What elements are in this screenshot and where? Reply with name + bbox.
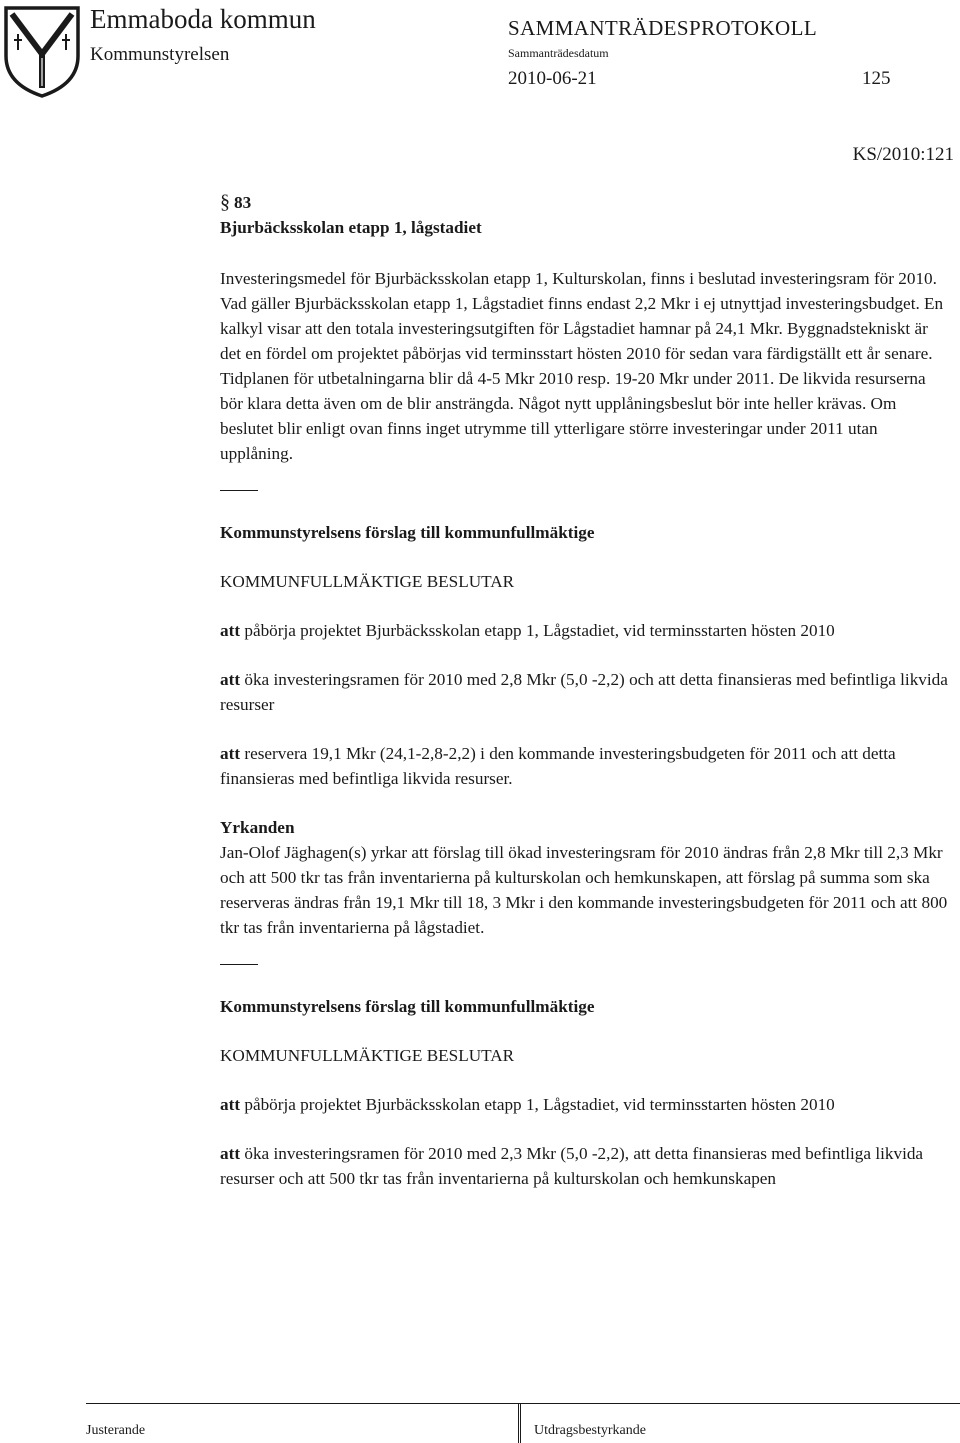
decision-item xyxy=(220,1141,950,1191)
organization-unit: Kommunstyrelsen xyxy=(90,44,230,65)
signature-area xyxy=(86,1403,960,1443)
decision-item-text: reservera 19,1 Mkr (24,1-2,8-2,2) i den kommande investeringsbudgeten för 2011 och att detta finansieras med befintliga likvida resurser. xyxy=(220,744,896,788)
proposal-heading: Kommunstyrelsens förslag till kommunfullmäktige xyxy=(220,997,595,1016)
separator-line xyxy=(220,964,258,965)
decision-item-text: öka investeringsramen för 2010 med 2,8 Mkr (5,0 -2,2) och att detta finansieras med befintliga likvida resurser xyxy=(220,670,948,714)
signature-divider xyxy=(520,1403,521,1443)
decision-item xyxy=(220,667,950,717)
section-sign: § xyxy=(220,191,230,213)
att-keyword: att xyxy=(220,1095,241,1114)
decision-item-text: öka investeringsramen för 2010 med 2,3 Mkr (5,0 -2,2), att detta finansieras med befintliga likvida resurser och att 500 tkr tas från inventarierna på kulturskolan och hemkunskapen xyxy=(220,1144,924,1188)
meeting-date: 2010-06-21 xyxy=(508,68,597,89)
municipality-crest-icon xyxy=(2,4,82,98)
proposal-heading: Kommunstyrelsens förslag till kommunfullmäktige xyxy=(220,523,595,542)
decision-item xyxy=(220,1092,950,1117)
page-number: 125 xyxy=(862,68,891,89)
att-keyword: att xyxy=(220,744,241,763)
decision-item-text: påbörja projektet Bjurbäcksskolan etapp 1, Lågstadiet, vid terminsstarten hösten 2010 xyxy=(240,621,835,640)
att-keyword: att xyxy=(220,670,241,689)
section-title: Bjurbäcksskolan etapp 1, lågstadiet xyxy=(220,218,482,237)
decision-item-text: påbörja projektet Bjurbäcksskolan etapp 1, Lågstadiet, vid terminsstarten hösten 2010 xyxy=(240,1095,835,1114)
document-type: SAMMANTRÄDESPROTOKOLL xyxy=(508,16,818,40)
decision-heading: KOMMUNFULLMÄKTIGE BESLUTAR xyxy=(220,572,515,591)
document-body xyxy=(220,190,950,1191)
meeting-date-label: Sammanträdesdatum xyxy=(508,46,609,60)
claims-heading: Yrkanden xyxy=(220,818,295,837)
section-number xyxy=(220,190,950,215)
certification-label: Utdragsbestyrkande xyxy=(534,1423,646,1438)
separator-line xyxy=(220,490,258,491)
att-keyword: att xyxy=(220,621,241,640)
signature-divider xyxy=(518,1403,519,1443)
decision-item xyxy=(220,618,950,643)
organization-name: Emmaboda kommun xyxy=(90,4,316,34)
decision-heading: KOMMUNFULLMÄKTIGE BESLUTAR xyxy=(220,1046,515,1065)
case-number: KS/2010:121 xyxy=(852,144,954,165)
intro-paragraph: Investeringsmedel för Bjurbäcksskolan etapp 1, Kulturskolan, finns i beslutad investeringsram för 2010. Vad gäller Bjurbäcksskolan etapp 1, Lågstadiet finns endast 2,2 Mkr i ej utnyttjad investeringsbudget. En kalkyl visar att den totala investeringsutgiften för Lågstadiet hamnar på 24,1 Mkr. Byggnadstekniskt är det en fördel om projektet påbörjas vid terminsstart hösten 2010 för sedan vara färdigställt ett år senare. Tidplanen för utbetalningarna blir då 4-5 Mkr 2010 resp. 19-20 Mkr under 2011. De likvida resurserna bör klara detta även om de blir ansträngda. Något nytt upplåningsbeslut bör inte heller krävas. Om beslutet blir enligt ovan finns inget utrymme till ytterligare större investeringar under 2011 utan upplåning. xyxy=(220,269,944,463)
att-keyword: att xyxy=(220,1144,241,1163)
adjuster-label: Justerande xyxy=(86,1423,146,1438)
claims-paragraph: Jan-Olof Jäghagen(s) yrkar att förslag till ökad investeringsram för 2010 ändras från 2,8 Mkr till 2,3 Mkr och att 500 tkr tas från inventarierna på kulturskolan och hemkunskapen, att förslag på summa som ska reserveras ändras från 19,1 Mkr till 18, 3 Mkr i den kommande investeringsbudgeten för 2011 och att 800 tkr tas från inventarierna på lågstadiet. xyxy=(220,843,948,937)
decision-item xyxy=(220,741,950,791)
section-number-value: 83 xyxy=(234,193,252,212)
signature-line xyxy=(86,1403,960,1404)
